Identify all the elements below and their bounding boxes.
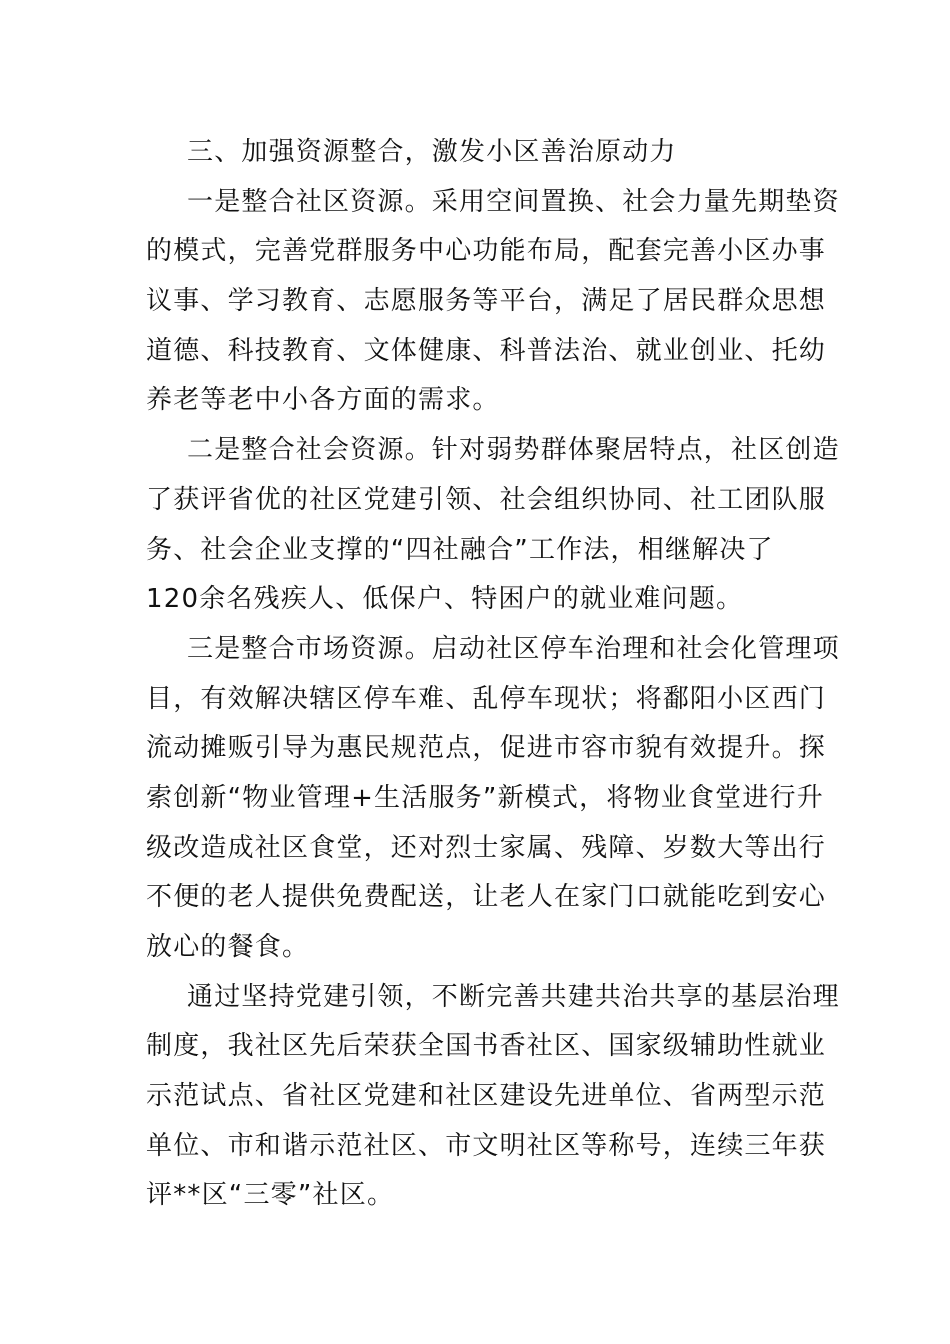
text-line: 议事、学习教育、志愿服务等平台，满足了居民群众思想 [146, 286, 827, 317]
text-line: 不便的老人提供免费配送，让老人在家门口就能吃到安心 [146, 882, 827, 913]
section-heading: 三、加强资源整合，激发小区善治原动力 [187, 137, 677, 167]
text-line: 示范试点、省社区党建和社区建设先进单位、省两型示范 [146, 1081, 827, 1112]
text-line: 流动摊贩引导为惠民规范点，促进市容市貌有效提升。探 [146, 733, 827, 764]
text-line: 120余名残疾人、低保户、特困户的就业难问题。 [146, 584, 744, 615]
text-line: 通过坚持党建引领，不断完善共建共治共享的基层治理 [187, 981, 840, 1012]
document-body [146, 178, 840, 1221]
text-line: 二是整合社会资源。针对弱势群体聚居特点，社区创造 [187, 435, 840, 466]
text-line: 制度，我社区先后荣获全国书香社区、国家级辅助性就业 [146, 1031, 827, 1062]
text-line: 的模式，完善党群服务中心功能布局，配套完善小区办事 [146, 236, 827, 267]
paragraph [146, 973, 840, 1221]
paragraph [146, 625, 840, 973]
text-line: 务、社会企业支撑的“四社融合”工作法，相继解决了 [146, 534, 774, 565]
text-line: 一是整合社区资源。采用空间置换、社会力量先期垫资 [187, 186, 840, 217]
paragraph [146, 178, 840, 426]
text-line: 单位、市和谐示范社区、市文明社区等称号，连续三年获 [146, 1130, 827, 1161]
text-line: 了获评省优的社区党建引领、社会组织协同、社工团队服 [146, 484, 827, 515]
text-line: 放心的餐食。 [146, 932, 310, 962]
text-line: 养老等老中小各方面的需求。 [146, 385, 500, 416]
paragraph [146, 426, 840, 625]
text-line: 三是整合市场资源。启动社区停车治理和社会化管理项 [187, 633, 840, 664]
text-line: 目，有效解决辖区停车难、乱停车现状；将鄱阳小区西门 [146, 683, 827, 714]
text-line: 级改造成社区食堂，还对烈士家属、残障、岁数大等出行 [146, 832, 827, 863]
document-page [146, 128, 840, 1221]
text-line: 评**区“三零”社区。 [146, 1180, 395, 1211]
text-line: 索创新“物业管理+生活服务”新模式，将物业食堂进行升 [146, 782, 824, 813]
text-line: 道德、科技教育、文体健康、科普法治、就业创业、托幼 [146, 335, 827, 366]
